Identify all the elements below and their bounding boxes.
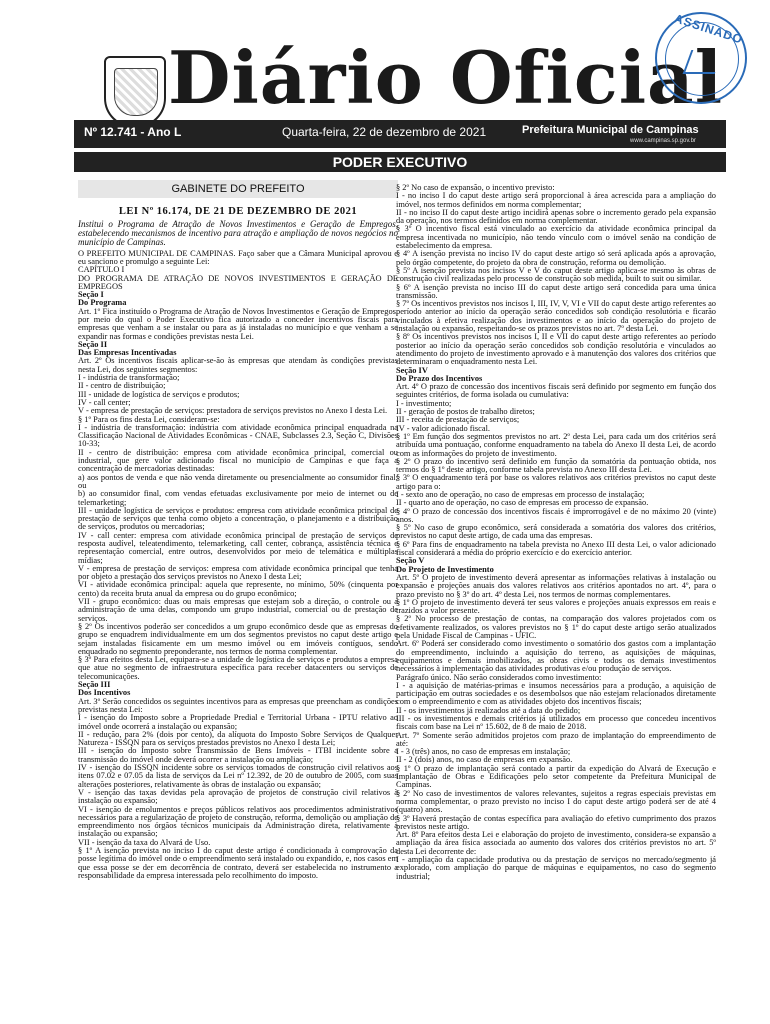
section-heading: Das Empresas Incentivadas bbox=[78, 348, 177, 358]
paragraph: II - redução, para 2% (dois por cento), da alíquota do Imposto Sobre Serviços de Qualquer Natureza - ISSQN para os serviços prestados previstos no Anexo I desta Lei; bbox=[78, 729, 398, 748]
paragraph: § 5º A isenção prevista nos incisos V e V do caput deste artigo aplica-se mesmo às obras de construção civil realizadas pelo processo de construção sob medida, built to suit ou similar. bbox=[396, 265, 716, 284]
left-column bbox=[78, 180, 398, 880]
paragraph: Art. 6º Poderá ser considerado como investimento o somatório dos gastos com a implantação do empreendimento, incluindo a aquisição do terreno, as aquisições de máquinas, equipamentos e demais imobilizados, as obras civis e todos os demais investimentos necessários à implementação das atividades produtivas e/ou produção de serviços. bbox=[396, 639, 716, 674]
section-heading: Seção III bbox=[78, 680, 111, 690]
paragraph: I - isenção do Imposto sobre a Propriedade Predial e Territorial Urbana - IPTU relativo ao imóvel onde ocorrerá a instalação ou expansão; bbox=[78, 713, 398, 731]
paragraph: Art. 7º Somente serão admitidos projetos com prazo de implantação do empreendimento de até: bbox=[396, 730, 716, 748]
paragraph: § 1º O projeto de investimento deverá ter seus valores e projeções anuais expressos em reais e trazidos a valor presente. bbox=[396, 597, 716, 616]
section-heading: Do Programa bbox=[78, 298, 127, 308]
paragraph: § 3º O enquadramento terá por base os valores relativos aos critérios previstos no caput deste artigo para o: bbox=[396, 473, 716, 491]
paragraph: I - indústria de transformação; bbox=[78, 373, 180, 383]
paragraph: § 1º Em função dos segmentos previstos no art. 2º desta Lei, para cada um dos critérios será atribuída uma pontuação, conforme enquadramento na tabela do Anexo II desta Lei, de acordo com as informações do projeto de investimento. bbox=[396, 431, 716, 458]
masthead bbox=[0, 0, 770, 150]
paragraph: IV - isenção do ISSQN incidente sobre os serviços tomados de construção civil relativos aos itens 07.02 e 07.05 da lista de serviços da Lei nº 12.392, de 20 de outubro de 2005, com suas alterações posteriores, relativamente às obras de instalação ou expansão; bbox=[78, 763, 398, 789]
right-column bbox=[396, 184, 716, 881]
paragraph: § 4º A isenção prevista no inciso IV do caput deste artigo só será aplicada após a aprovação, pelo órgão competente, do projeto da obra de construção, reforma ou demolição. bbox=[396, 249, 716, 267]
paragraph: § 1º A isenção prevista no inciso I do caput deste artigo é condicionada à comprovação da posse legítima do imóvel onde o empreendimento será instalado ou expandido, e, nos casos em que essa posse se der em decorrência de contrato, deverá ser estabelecida no instrumento a responsabilidade da empresa interessada pelo recolhimento do imposto. bbox=[78, 845, 398, 880]
paragraph: O PREFEITO MUNICIPAL DE CAMPINAS. Faço saber que a Câmara Municipal aprovou e eu sanciono e promulgo a seguinte Lei: bbox=[78, 248, 398, 266]
paragraph: VI - atividade econômica principal: aquela que represente, no mínimo, 50% (cinquenta por cento) da receita bruta anual da empresa ou do grupo econômico; bbox=[78, 580, 398, 598]
paragraph: Art. 8º Para efeitos desta Lei e elaboração do projeto de investimento, considera-se expansão a ampliação da área física associada ao aumento dos valores dos critérios previstos no art. 5º desta Lei decorrente de: bbox=[396, 830, 716, 856]
department-header: GABINETE DO PREFEITO bbox=[78, 180, 398, 198]
paragraph: I - a aquisição de matérias-primas e insumos necessários para a produção, a aquisição de participação em outras sociedades e os desembolsos que não estejam relacionados diretamente com o empreendimento e com as atividades objeto dos incentivos fiscais; bbox=[396, 680, 716, 707]
paragraph: IV - call center: empresa com atividade econômica principal de prestação de serviços de resposta audível, teleatendimento, telemarketing, call center, cobrança, assistência técnica e representação comercial, entre outros, desenvolvidos por meio de telemática e múltiplas mídias; bbox=[78, 530, 398, 565]
paragraph: III - isenção do Imposto sobre Transmissão de Bens Imóveis - ITBI incidente sobre a transmissão do imóvel onde deverá ocorrer a instalação ou ampliação; bbox=[78, 746, 398, 764]
paragraph: b) ao consumidor final, com vendas efetuadas exclusivamente por meio de internet ou de telemarketing; bbox=[78, 489, 398, 507]
paragraph: III - unidade logística de serviços e produtos: empresa com atividade econômica principal de prestação de serviços que tenha como objeto a concentração, o planejamento e a distribuição de serviços, produtos ou mercadorias; bbox=[78, 505, 398, 532]
paragraph: I - indústria de transformação: indústria com atividade econômica principal enquadrada na Classificação Nacional de Atividades Econômicas - CNAE, Subclasses 2.3, Seção C, Divisões 10-33; bbox=[78, 422, 398, 449]
paragraph: II - os investimentos já realizados até a data do pedido; bbox=[396, 705, 581, 715]
paragraph: § 3º O incentivo fiscal está vinculado ao exercício da atividade econômica principal da empresa incentivada no município, não tendo vínculo com o imóvel senão na condição de estabelecimento da empresa. bbox=[396, 224, 716, 251]
paragraph: III - unidade de logística de serviços e produtos; bbox=[78, 389, 240, 399]
paragraph: § 4º O prazo de concessão dos incentivos fiscais é improrrogável e de no máximo 20 (vinte) anos. bbox=[396, 506, 716, 524]
paragraph: II - quarto ano de operação, no caso de empresas em processo de expansão. bbox=[396, 498, 649, 508]
paragraph: II - centro de distribuição: empresa com atividade econômica principal, comercial ou industrial, que gere valor adicionado fiscal no município de Campinas e que faça a concentração de mercadorias destinadas: bbox=[78, 447, 398, 474]
paragraph: § 2º No processo de prestação de contas, na comparação dos valores projetados com os efetivamente realizados, os valores previstos no § 1º do caput deste artigo serão atualizados pela Unidade Fiscal de Campinas - UFIC. bbox=[396, 614, 716, 641]
issue-date: Quarta-feira, 22 de dezembro de 2021 bbox=[282, 125, 487, 139]
paragraph: § 2º Os incentivos poderão ser concedidos a um grupo econômico desde que as empresas do grupo se enquadrem individualmente em um dos segmentos previstos no caput deste artigo e sejam instaladas fisicamente em um mesmo imóvel ou em imóveis contíguos, sendo enquadrado no segmento preponderante, nos termos de norma complementar. bbox=[78, 621, 398, 656]
paragraph: Parágrafo único. Não serão considerados como investimento: bbox=[396, 672, 602, 682]
paragraph: § 1º Para os fins desta Lei, consideram-se: bbox=[78, 414, 220, 424]
paragraph: IV - valor adicionado fiscal. bbox=[396, 423, 491, 433]
paragraph: II - no inciso II do caput deste artigo incidirá apenas sobre o incremento gerado pela expansão da operação, nos termos definidos em norma complementar. bbox=[396, 207, 716, 226]
paragraph: I - 3 (três) anos, no caso de empresas em instalação; bbox=[396, 747, 571, 757]
publisher-name: Prefeitura Municipal de Campinas bbox=[522, 124, 699, 136]
paragraph: V - empresa de prestação de serviços: empresa com atividade econômica principal que tenha por objeto a prestação dos serviços previstos no Anexo I desta Lei; bbox=[78, 563, 398, 582]
right-column-body bbox=[396, 184, 716, 881]
section-heading: Seção I bbox=[78, 290, 104, 300]
law-title: LEI Nº 16.174, DE 21 DE DEZEMBRO DE 2021 bbox=[118, 206, 358, 217]
issue-number: Nº 12.741 - Ano L bbox=[84, 125, 182, 139]
paragraph: II - geração de postos de trabalho diretos; bbox=[396, 407, 535, 417]
signed-stamp-icon bbox=[655, 12, 747, 104]
section-heading: Seção II bbox=[78, 339, 108, 349]
stamp-text: ASSINADO bbox=[672, 11, 745, 47]
paragraph: III - receita de prestação de serviços; bbox=[396, 415, 520, 425]
paragraph: III - os investimentos e demais critérios já utilizados em processo que concedeu incentivos fiscais com base na Lei nº 15.602, de 8 de maio de 2018. bbox=[396, 714, 716, 732]
paragraph: § 6º A isenção prevista no inciso III do caput deste artigo será concedida para uma única transmissão. bbox=[396, 282, 716, 300]
paragraph: § 2º O prazo do incentivo será definido em função da somatória da pontuação obtida, nos termos do § 1º deste artigo, conforme tabela prevista no Anexo III desta Lei. bbox=[396, 456, 716, 475]
paragraph: VI - isenção de emolumentos e preços públicos relativos aos procedimentos administrativos necessários para a regularização de projeto de construção, reforma, demolição ou ampliação de empreendimento nos órgãos técnicos municipais da Administração direta, relativamente à instalação ou expansão; bbox=[78, 804, 398, 839]
paragraph: IV - call center; bbox=[78, 397, 131, 407]
paragraph: II - centro de distribuição; bbox=[78, 381, 166, 391]
paragraph: § 3º Para efeitos desta Lei, equipara-se a unidade de logística de serviços e produtos a empresa que atue no segmento de infraestrutura específica para receber datacenters ou serviços de telecomunicações. bbox=[78, 655, 398, 681]
paragraph: § 7º Os incentivos previstos nos incisos I, III, IV, V, VI e VII do caput deste artigo referentes ao período anterior ao início da operação serão concedidos sob condição resolutória e ficarão vinculados à efetiva realização dos investimentos e ao início da operação do projeto de instalação ou expansão, respeitando-se os prazos previstos no art. 7º desta Lei. bbox=[396, 299, 716, 334]
section-heading: Dos Incentivos bbox=[78, 688, 131, 698]
paragraph: CAPÍTULO I bbox=[78, 265, 125, 275]
paragraph: Art. 1º Fica instituído o Programa de Atração de Novos Investimentos e Geração de Empregos, por meio do qual o Poder Executivo fica autorizado a conceder incentivos fiscais para empresas que venham a se instalar ou para as já instaladas no município e que venham a se expandir nas formas e condições previstas nesta Lei. bbox=[78, 306, 398, 341]
paragraph: Art. 2º Os incentivos fiscais aplicar-se-ão às empresas que atendam às condições previstas nesta Lei, dos seguintes segmentos: bbox=[78, 356, 398, 374]
left-column-body bbox=[78, 250, 398, 881]
paragraph: § 5º No caso de grupo econômico, será considerada a somatória dos valores dos critérios, previstos no caput deste artigo, de cada uma das empresas. bbox=[396, 523, 716, 541]
newspaper-title: Diário Oficial bbox=[168, 35, 724, 120]
paragraph: V - isenção das taxas devidas pela aprovação de projetos de construção civil relativos à instalação ou expansão; bbox=[78, 787, 398, 806]
paragraph: § 1º O prazo de implantação será contado a partir da expedição do Alvará de Execução e Implantação de Obras e Edificações pelo setor competente da Prefeitura Municipal de Campinas. bbox=[396, 763, 716, 790]
paragraph: § 8º Os incentivos previstos nos incisos I, II e VII do caput deste artigo referentes ao período posterior ao início da operação serão concedidos sob condição resolutória e vinculados ao atendimento do projeto de investimento aprovado e à manutenção dos valores dos critérios que determinaram o enquadramento nesta Lei. bbox=[396, 332, 716, 367]
paragraph: § 2º No caso de investimentos de valores relevantes, sujeitos a regras especiais previstas em norma complementar, o prazo previsto no inciso I do caput deste artigo poderá ser de até 4 (quatro) anos. bbox=[396, 788, 716, 815]
paragraph: I - ampliação da capacidade produtiva ou da prestação de serviços no mercado/segmento já explorado, com ampliação do parque de máquinas e equipamentos, no caso do segmento industrial; bbox=[396, 855, 716, 881]
paragraph: a) aos pontos de venda e que não venda diretamente ou presencialmente ao consumidor final; ou bbox=[78, 472, 398, 490]
law-summary: Institui o Programa de Atração de Novos Investimentos e Geração de Empregos, estabelecendo mecanismos de incentivo para atração e ampliação de novos negócios no município de Campinas. bbox=[78, 219, 398, 248]
section-header: PODER EXECUTIVO bbox=[74, 152, 726, 172]
paragraph: II - 2 (dois) anos, no caso de empresas em expansão. bbox=[396, 755, 573, 765]
paragraph: V - empresa de prestação de serviços: prestadora de serviços previstos no Anexo I desta Lei. bbox=[78, 406, 388, 416]
paragraph: I - sexto ano de operação, no caso de empresas em processo de instalação; bbox=[396, 489, 645, 499]
paragraph: § 2º No caso de expansão, o incentivo previsto: bbox=[396, 183, 555, 192]
paragraph: VII - grupo econômico: duas ou mais empresas que estejam sob a direção, o controle ou a administração de uma delas, compondo um grupo industrial, comercial ou de prestação de serviços. bbox=[78, 597, 398, 623]
section-heading: Seção IV bbox=[396, 365, 428, 375]
campinas-coat-of-arms-logo bbox=[104, 56, 166, 128]
paragraph: DO PROGRAMA DE ATRAÇÃO DE NOVOS INVESTIMENTOS E GERAÇÃO DE EMPREGOS bbox=[78, 273, 398, 291]
paragraph: Art. 4º O prazo de concessão dos incentivos fiscais será definido por segmento em função dos seguintes critérios, de forma isolada ou cumulativa: bbox=[396, 382, 716, 400]
paragraph: VII - isenção da taxa do Alvará de Uso. bbox=[78, 837, 211, 847]
section-heading: Do Projeto de Investimento bbox=[396, 564, 494, 574]
paragraph: I - no inciso I do caput deste artigo será proporcional à área acrescida para a ampliação do imóvel, nos termos definidos em norma complementar; bbox=[396, 191, 716, 209]
paragraph: Art. 5º O projeto de investimento deverá apresentar as informações relativas à instalação ou expansão e projeções anuais dos valores relativos aos critérios apontados no art. 4º, para o prazo previsto no § 3º do art. 4º desta Lei, nos termos de normas complementares. bbox=[396, 572, 716, 599]
issue-info-bar bbox=[74, 120, 726, 148]
paragraph: I - investimento; bbox=[396, 398, 452, 408]
publisher-url[interactable]: www.campinas.sp.gov.br bbox=[630, 138, 696, 144]
paragraph: § 6º Para fins de enquadramento na tabela prevista no Anexo III desta Lei, o valor adicionado fiscal considerará a média do próprio exercício e do exercício anterior. bbox=[396, 539, 716, 558]
paragraph: § 3º Haverá prestação de contas específica para avaliação do efetivo cumprimento dos prazos previstos neste artigo. bbox=[396, 813, 716, 831]
section-heading: Do Prazo dos Incentivos bbox=[396, 373, 483, 383]
section-heading: Seção V bbox=[396, 556, 425, 566]
paragraph: Art. 3º Serão concedidos os seguintes incentivos para as empresas que preencham as condições previstas nesta Lei: bbox=[78, 696, 398, 714]
